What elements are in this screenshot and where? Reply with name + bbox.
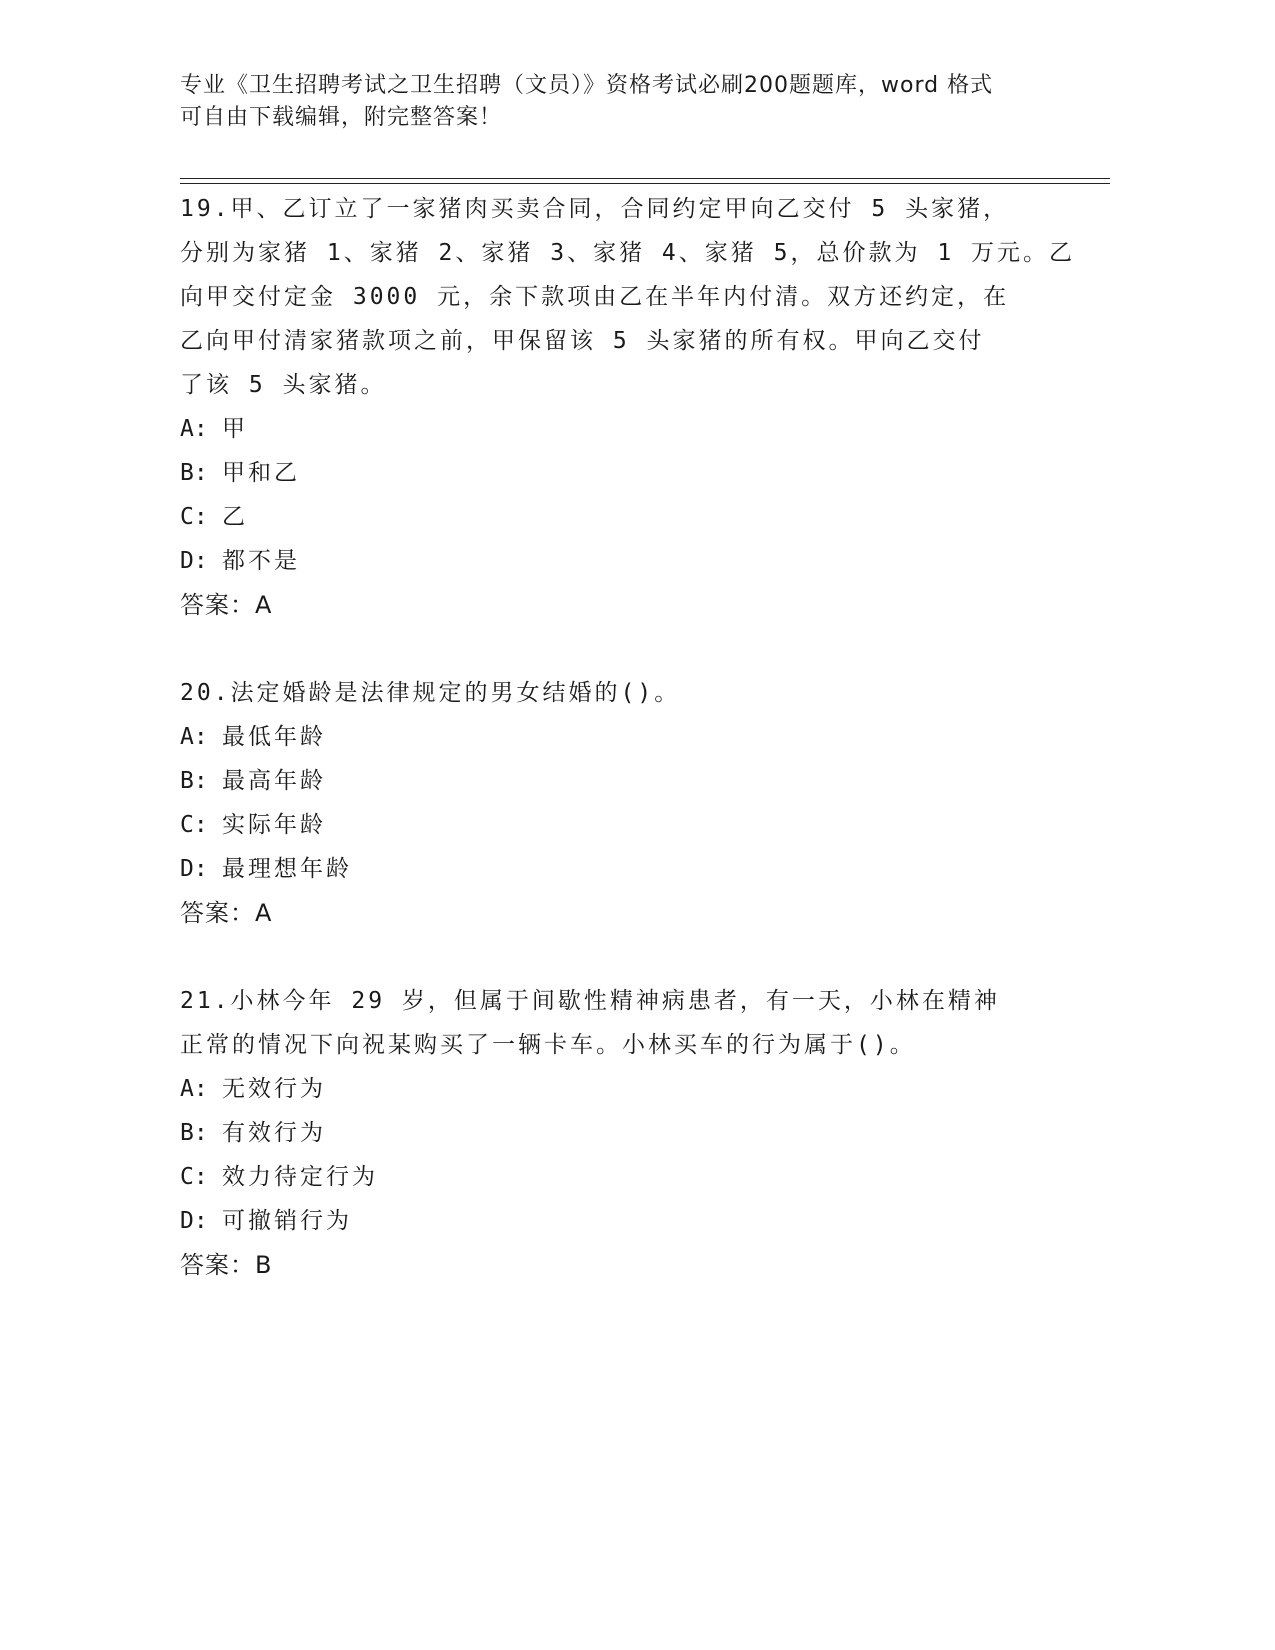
option-d xyxy=(180,539,1080,583)
option-text: 乙 xyxy=(222,504,248,530)
option-a xyxy=(180,407,1080,451)
option-text: 最高年龄 xyxy=(222,768,326,794)
option-c xyxy=(180,495,1080,539)
option-c xyxy=(180,803,1080,847)
spacer xyxy=(180,935,1080,979)
option-letter: B: xyxy=(180,1120,208,1146)
stem-line: 20.法定婚龄是法律规定的男女结婚的()。 xyxy=(180,680,681,706)
option-letter: A: xyxy=(180,1076,208,1102)
stem-line: 了该 5 头家猪。 xyxy=(180,372,387,398)
option-letter: D: xyxy=(180,548,208,574)
question-21 xyxy=(180,979,1080,1287)
option-text: 有效行为 xyxy=(222,1120,326,1146)
question-list xyxy=(180,187,1080,1287)
option-a xyxy=(180,715,1080,759)
stem-line: 19.甲、乙订立了一家猪肉买卖合同，合同约定甲向乙交付 5 头家猪， xyxy=(180,196,1010,222)
option-text: 最低年龄 xyxy=(222,724,326,750)
option-text: 无效行为 xyxy=(222,1076,326,1102)
answer-line: 答案：A xyxy=(180,899,273,927)
option-text: 都不是 xyxy=(222,548,300,574)
option-a xyxy=(180,1067,1080,1111)
option-text: 可撤销行为 xyxy=(222,1208,352,1234)
spacer xyxy=(180,627,1080,671)
option-b xyxy=(180,1111,1080,1155)
header-line-1: 专业《卫生招聘考试之卫生招聘（文员）》资格考试必刷200题题库，word 格式 xyxy=(180,73,994,98)
header-divider-bottom xyxy=(180,183,1110,184)
option-letter: C: xyxy=(180,504,208,530)
answer-line: 答案：A xyxy=(180,591,273,619)
option-c xyxy=(180,1155,1080,1199)
stem-line: 21.小林今年 29 岁，但属于间歇性精神病患者，有一天，小林在精神 xyxy=(180,988,1000,1014)
stem-line: 乙向甲付清家猪款项之前，甲保留该 5 头家猪的所有权。甲向乙交付 xyxy=(180,328,985,354)
question-20 xyxy=(180,671,1080,935)
question-19 xyxy=(180,187,1080,627)
option-letter: C: xyxy=(180,812,208,838)
option-b xyxy=(180,759,1080,803)
option-d xyxy=(180,847,1080,891)
document-header xyxy=(180,70,1080,134)
question-stem xyxy=(180,979,1080,1067)
question-stem xyxy=(180,671,1080,715)
header-line-2: 可自由下载编辑，附完整答案！ xyxy=(180,105,503,130)
stem-line: 正常的情况下向祝某购买了一辆卡车。小林买车的行为属于()。 xyxy=(180,1032,916,1058)
option-letter: B: xyxy=(180,460,208,486)
question-stem xyxy=(180,187,1080,407)
option-letter: A: xyxy=(180,724,208,750)
answer-line: 答案：B xyxy=(180,1251,273,1279)
option-text: 效力待定行为 xyxy=(222,1164,378,1190)
option-text: 甲和乙 xyxy=(222,460,300,486)
option-text: 实际年龄 xyxy=(222,812,326,838)
option-letter: A: xyxy=(180,416,208,442)
option-d xyxy=(180,1199,1080,1243)
option-b xyxy=(180,451,1080,495)
option-text: 甲 xyxy=(222,416,248,442)
option-letter: C: xyxy=(180,1164,208,1190)
header-divider-top xyxy=(180,178,1110,179)
option-text: 最理想年龄 xyxy=(222,856,352,882)
option-letter: B: xyxy=(180,768,208,794)
option-letter: D: xyxy=(180,856,208,882)
option-letter: D: xyxy=(180,1208,208,1234)
stem-line: 分别为家猪 1、家猪 2、家猪 3、家猪 4、家猪 5，总价款为 1 万元。乙 xyxy=(180,240,1076,266)
stem-line: 向甲交付定金 3000 元，余下款项由乙在半年内付清。双方还约定，在 xyxy=(180,284,1010,310)
